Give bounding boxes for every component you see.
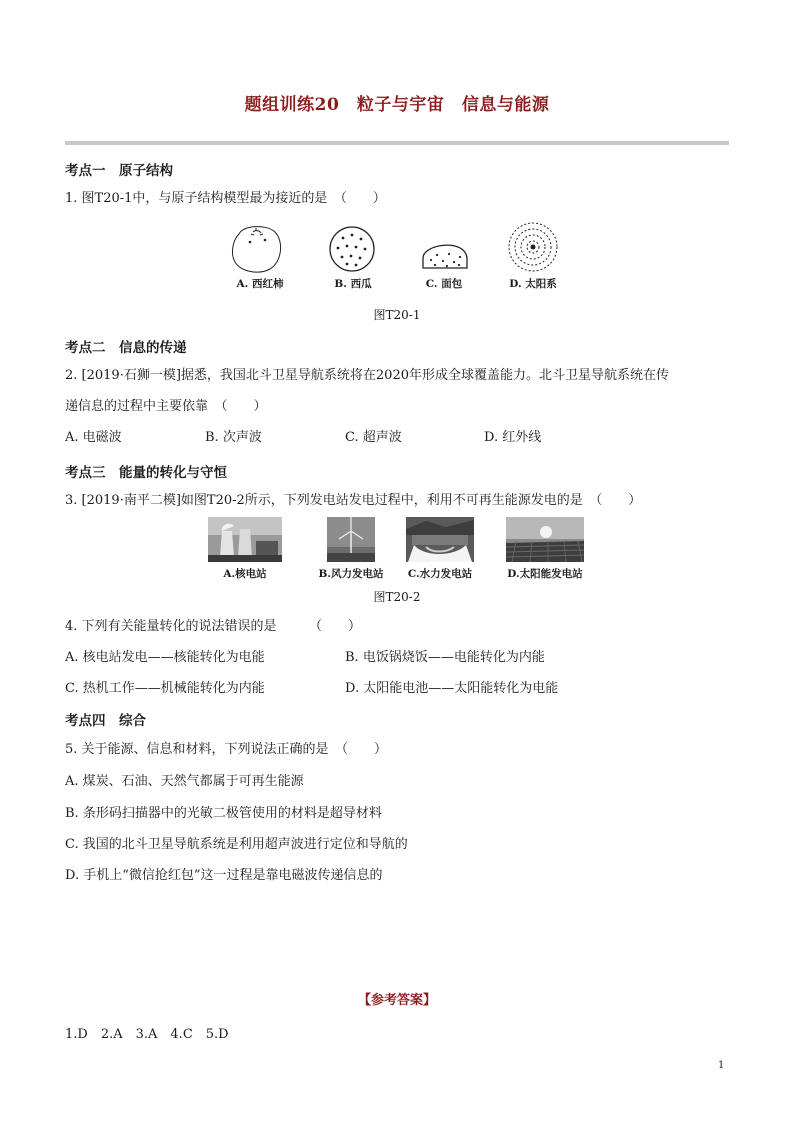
q1-caption-a: A. 西红柿 — [236, 278, 284, 290]
question-4-stem: 4. 下列有关能量转化的说法错误的是 （ ） — [65, 619, 362, 634]
question-2-stem-line2: 递信息的过程中主要依靠 （ ） — [65, 399, 267, 414]
wind-farm-photo — [327, 517, 375, 562]
bread-drawing — [423, 245, 467, 268]
q4-option-b: B. 电饭锅烧饭——电能转化为内能 — [345, 650, 545, 665]
answer-key-text: 1.D 2.A 3.A 4.C 5.D — [65, 1027, 229, 1042]
q3-caption-d: D.太阳能发电站 — [507, 568, 583, 580]
q3-caption-a: A.核电站 — [223, 568, 267, 580]
question-1-stem: 1. 图T20-1中，与原子结构模型最为接近的是 （ ） — [65, 191, 386, 206]
q1-caption-b: B. 西瓜 — [334, 278, 372, 290]
q2-option-a: A. 电磁波 — [65, 430, 122, 445]
section-heading-1: 考点一 原子结构 — [65, 163, 173, 179]
title-divider — [65, 141, 729, 145]
question-2-stem-line1: 2. [2019·石狮一模]据悉，我国北斗卫星导航系统将在2020年形成全球覆盖能力。北斗卫星导航系统在传 — [65, 368, 669, 383]
figure-t20-1-label: 图T20-1 — [373, 308, 421, 322]
page-title: 题组训练20 粒子与宇宙 信息与能源 — [244, 95, 550, 115]
q4-option-c: C. 热机工作——机械能转化为内能 — [65, 681, 265, 696]
page-number: 1 — [718, 1060, 725, 1071]
solar-system-drawing — [509, 223, 557, 271]
q2-option-d: D. 红外线 — [484, 430, 542, 445]
question-5-stem: 5. 关于能源、信息和材料，下列说法正确的是 （ ） — [65, 742, 388, 757]
q1-caption-c: C. 面包 — [425, 278, 463, 290]
q5-option-d: D. 手机上“微信抢红包”这一过程是靠电磁波传递信息的 — [65, 868, 383, 883]
atom-model-figure — [225, 222, 565, 274]
q3-caption-c: C.水力发电站 — [407, 568, 473, 580]
q4-option-d: D. 太阳能电池——太阳能转化为电能 — [345, 681, 559, 696]
q5-option-b: B. 条形码扫描器中的光敏二极管使用的材料是超导材料 — [65, 806, 382, 821]
q2-option-c: C. 超声波 — [345, 430, 402, 445]
question-3-stem: 3. [2019·南平二模]如图T20-2所示，下列发电站发电过程中，利用不可再生能源发电的是 （ ） — [65, 493, 642, 508]
answer-key-title: 【参考答案】 — [357, 993, 436, 1008]
section-heading-2: 考点二 信息的传递 — [65, 340, 187, 356]
solar-plant-photo — [506, 517, 584, 562]
q2-option-b: B. 次声波 — [205, 430, 262, 445]
hydro-plant-photo — [406, 517, 474, 562]
q3-caption-b: B.风力发电站 — [318, 568, 384, 580]
q5-option-a: A. 煤炭、石油、天然气都属于可再生能源 — [65, 774, 304, 789]
nuclear-plant-photo — [208, 517, 282, 562]
q4-option-a: A. 核电站发电——核能转化为电能 — [65, 650, 265, 665]
q1-caption-d: D. 太阳系 — [509, 278, 557, 290]
watermelon-drawing — [330, 227, 374, 271]
section-heading-4: 考点四 综合 — [65, 713, 146, 729]
q5-option-c: C. 我国的北斗卫星导航系统是利用超声波进行定位和导航的 — [65, 837, 408, 852]
figure-t20-2-label: 图T20-2 — [373, 590, 421, 604]
tomato-drawing — [232, 227, 280, 273]
section-heading-3: 考点三 能量的转化与守恒 — [65, 465, 227, 481]
